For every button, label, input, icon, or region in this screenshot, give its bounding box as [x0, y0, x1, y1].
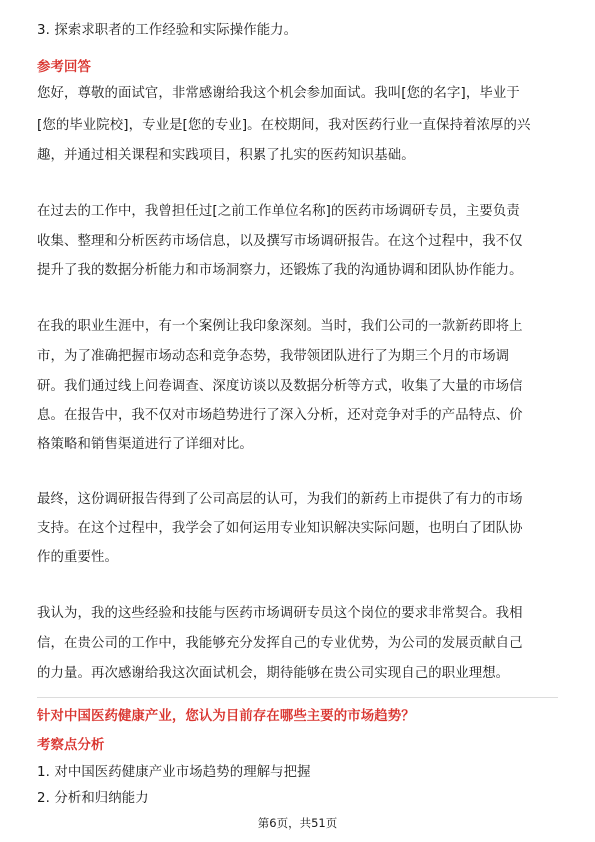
analysis-list-item: 2. 分析和归纳能力: [37, 791, 149, 806]
paragraph-line: 我认为，我的这些经验和技能与医药市场调研专员这个岗位的要求非常契合。我相: [37, 606, 523, 621]
analysis-heading: 考察点分析: [37, 738, 105, 753]
answer-heading: 参考回答: [37, 60, 91, 75]
paragraph-line: 的力量。再次感谢给我这次面试机会，期待能够在贵公司实现自己的职业理想。: [37, 666, 510, 681]
paragraph-line: 收集、整理和分析医药市场信息，以及撰写市场调研报告。在这个过程中，我不仅: [37, 234, 523, 249]
page-footer: 第6页，共51页: [257, 816, 338, 830]
question-heading: 针对中国医药健康产业，您认为目前存在哪些主要的市场趋势？: [37, 709, 415, 724]
analysis-list-item: 1. 对中国医药健康产业市场趋势的理解与把握: [37, 765, 311, 780]
paragraph-line: 研。我们通过线上问卷调查、深度访谈以及数据分析等方式，收集了大量的市场信: [37, 379, 523, 394]
paragraph-line: 提升了我的数据分析能力和市场洞察力，还锻炼了我的沟通协调和团队协作能力。: [37, 263, 523, 278]
paragraph-line: 信，在贵公司的工作中，我能够充分发挥自己的专业优势，为公司的发展贡献自己: [37, 636, 523, 651]
paragraph-line: 格策略和销售渠道进行了详细对比。: [37, 437, 253, 452]
paragraph-line: 市，为了准确把握市场动态和竞争态势，我带领团队进行了为期三个月的市场调: [37, 349, 510, 364]
paragraph-line: 您好，尊敬的面试官，非常感谢给我这个机会参加面试。我叫[您的名字]，毕业于: [37, 86, 520, 101]
paragraph-line: 趣，并通过相关课程和实践项目，积累了扎实的医药知识基础。: [37, 148, 415, 163]
paragraph-line: 在过去的工作中，我曾担任过[之前工作单位名称]的医药市场调研专员，主要负责: [37, 204, 520, 219]
paragraph-line: [您的毕业院校]，专业是[您的专业]。在校期间，我对医药行业一直保持着浓厚的兴: [37, 118, 531, 133]
paragraph-line: 作的重要性。: [37, 550, 118, 565]
intro-list-item: 3. 探索求职者的工作经验和实际操作能力。: [37, 23, 298, 38]
paragraph-line: 最终，这份调研报告得到了公司高层的认可，为我们的新药上市提供了有力的市场: [37, 492, 523, 507]
section-divider: [37, 697, 558, 698]
paragraph-line: 息。在报告中，我不仅对市场趋势进行了深入分析，还对竞争对手的产品特点、价: [37, 408, 523, 423]
paragraph-line: 在我的职业生涯中，有一个案例让我印象深刻。当时，我们公司的一款新药即将上: [37, 319, 523, 334]
paragraph-line: 支持。在这个过程中，我学会了如何运用专业知识解决实际问题，也明白了团队协: [37, 521, 523, 536]
